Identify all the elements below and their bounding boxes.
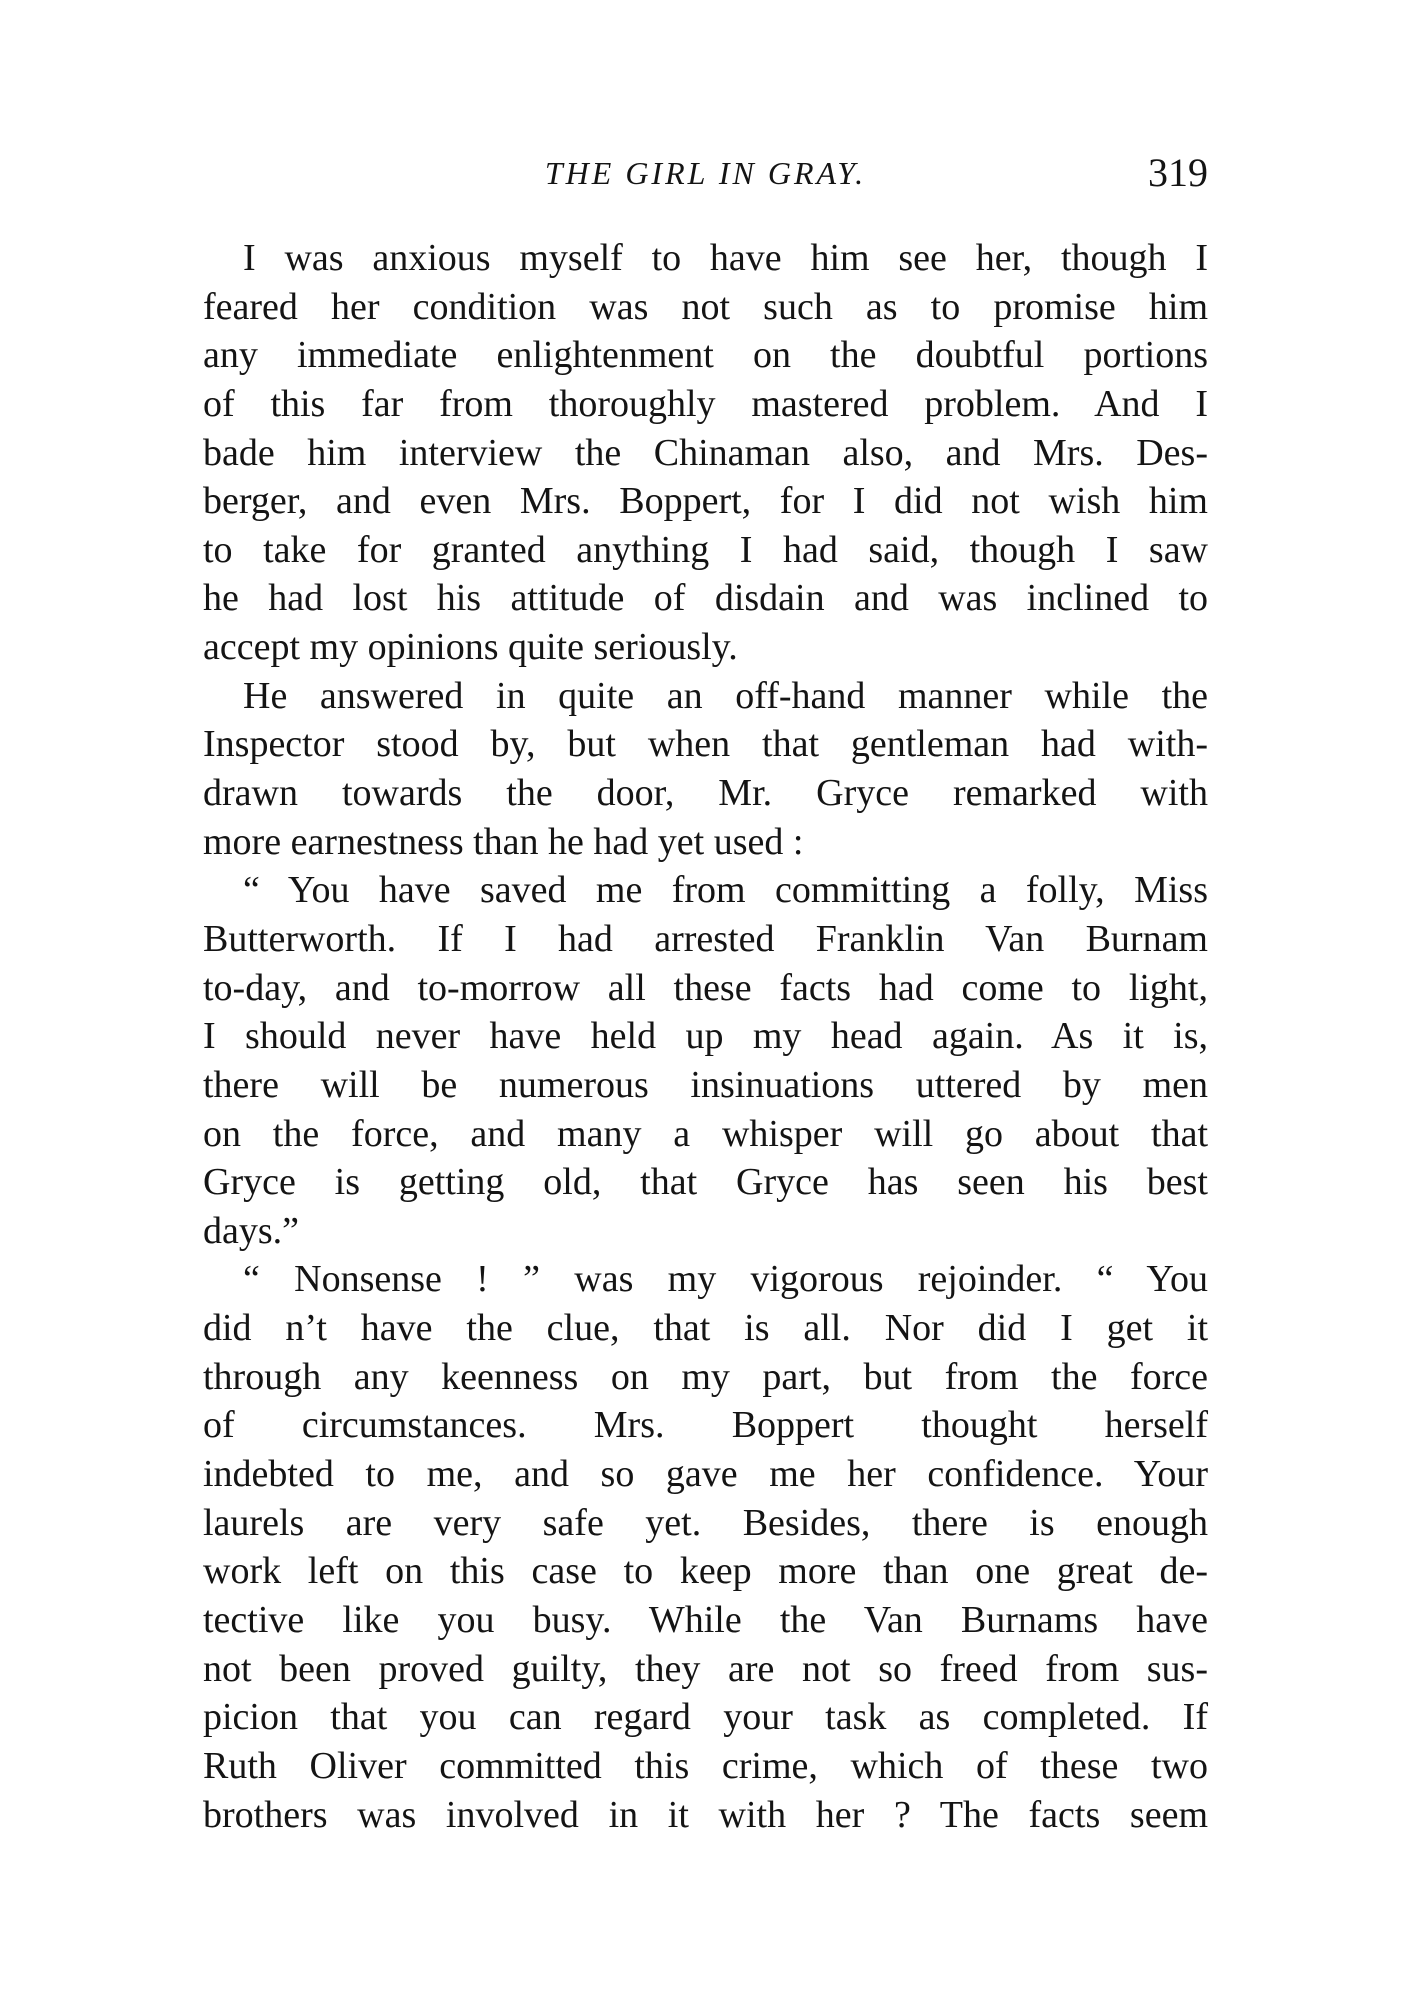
text-line: tective like you busy. While the Van Burnams have [203,1598,1208,1641]
text-line: laurels are very safe yet. Besides, there is enough [203,1501,1208,1544]
text-line: more earnestness than he had yet used : [203,820,804,863]
text-line: He answered in quite an off-hand manner while the [243,674,1208,717]
text-line: work left on this case to keep more than one great de- [203,1550,1208,1593]
running-head: THE GIRL IN GRAY. [544,155,867,191]
text-line: indebted to me, and so gave me her confidence. Your [203,1453,1208,1496]
text-line: bade him interview the Chinaman also, and Mrs. Des- [203,431,1208,474]
text-line: not been proved guilty, they are not so freed from sus- [203,1647,1208,1690]
text-line: days.” [203,1209,300,1252]
text-line: picion that you can regard your task as completed. If [203,1696,1208,1739]
text-line: “ Nonsense ! ” was my vigorous rejoinder. “ You [243,1258,1208,1301]
text-line: did n’t have the clue, that is all. Nor did I get it [203,1307,1208,1350]
page-header [203,148,1208,198]
text-line: to take for granted anything I had said, though I saw [203,528,1208,571]
text-line: Gryce is getting old, that Gryce has seen his best [203,1161,1208,1204]
text-line: I was anxious myself to have him see her, though I [243,237,1208,279]
text-line: on the force, and many a whisper will go about that [203,1112,1208,1155]
text-line: Inspector stood by, but when that gentleman had with- [203,723,1208,766]
text-line: Butterworth. If I had arrested Franklin Van Burnam [203,917,1208,960]
text-line: of circumstances. Mrs. Boppert thought herself [203,1404,1208,1447]
text-line: of this far from thoroughly mastered problem. And I [203,382,1208,425]
text-line: there will be numerous insinuations uttered by men [203,1063,1208,1106]
text-line: any immediate enlightenment on the doubtful portions [203,334,1208,377]
text-line: to-day, and to-morrow all these facts had come to light, [203,966,1208,1009]
page-number: 319 [1148,150,1208,195]
text-line: brothers was involved in it with her ? The facts seem [203,1793,1208,1836]
text-line: berger, and even Mrs. Boppert, for I did not wish him [203,480,1208,523]
text-line: accept my opinions quite seriously. [203,626,738,669]
text-line: Ruth Oliver committed this crime, which of these two [203,1744,1208,1787]
text-line: through any keenness on my part, but from the force [203,1355,1208,1398]
body-text [203,234,1208,1839]
text-line: he had lost his attitude of disdain and was inclined to [203,577,1208,620]
text-line: feared her condition was not such as to promise him [203,285,1208,328]
text-line: I should never have held up my head again. As it is, [203,1015,1208,1058]
text-line: “ You have saved me from committing a folly, Miss [243,869,1208,912]
text-line: drawn towards the door, Mr. Gryce remarked with [203,772,1208,815]
